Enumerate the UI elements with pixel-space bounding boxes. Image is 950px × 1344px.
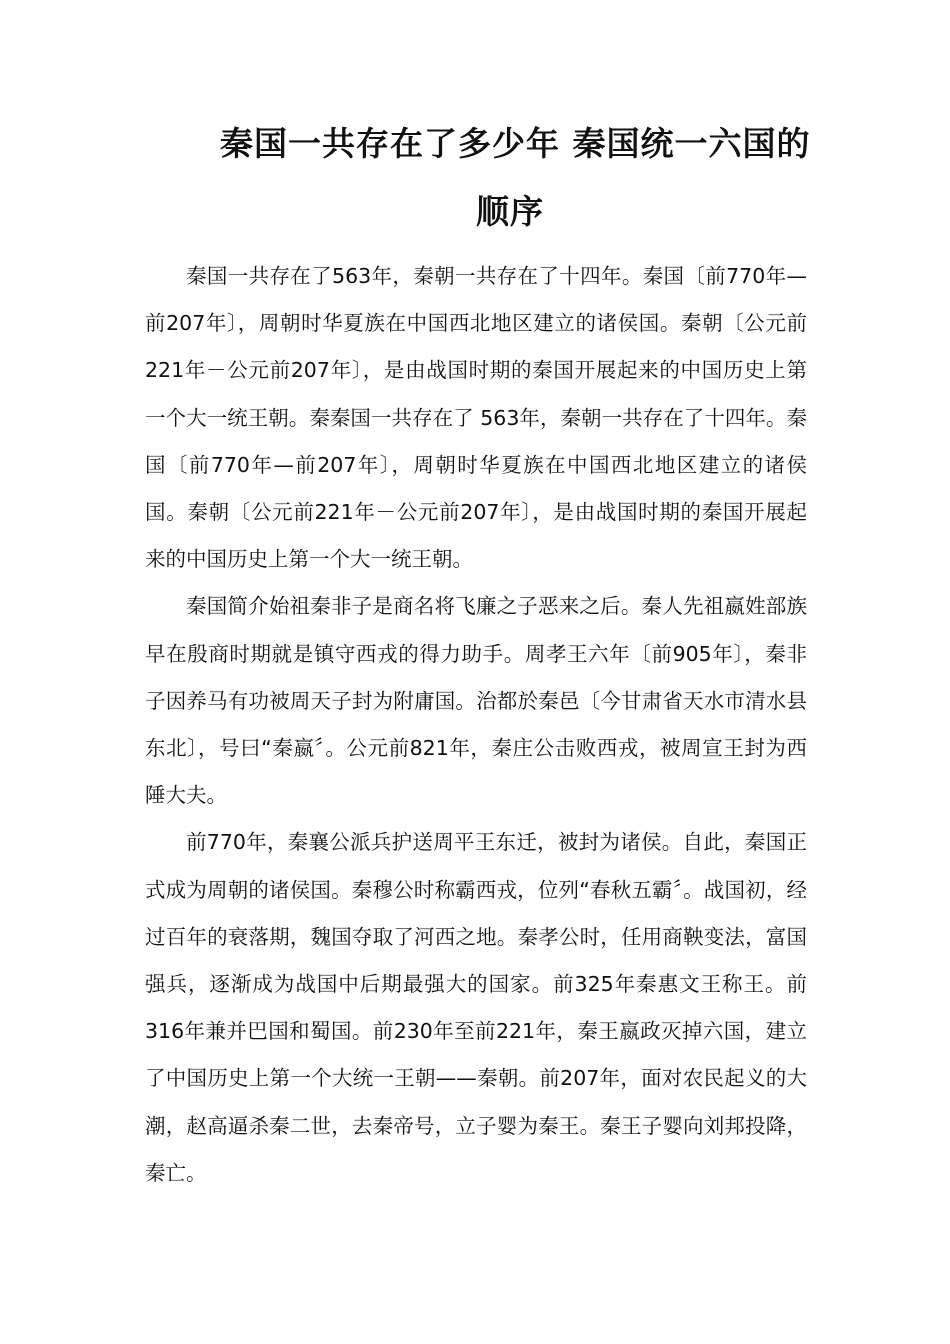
document-title-line-1: 秦国一共存在了多少年 秦国统一六国的	[220, 124, 811, 163]
paragraph-1: 秦国一共存在了563年，秦朝一共存在了十四年。秦国〔前770年—前207年〕，周朝时华夏族在中国西北地区建立的诸侯国。秦朝〔公元前221年－公元前207年〕，是由战国时期的秦国开展起来的中国历史上第一个大一统王朝。秦秦国一共存在了 563年，秦朝一共存在了十四年。秦国〔前770年—前207年〕，周朝时华夏族在中国西北地区建立的诸侯国。秦朝〔公元前221年－公元前207年〕，是由战国时期的秦国开展起来的中国历史上第一个大一统王朝。	[145, 264, 807, 572]
document-body	[145, 253, 807, 1197]
paragraph-3: 前770年，秦襄公派兵护送周平王东迁，被封为诸侯。自此，秦国正式成为周朝的诸侯国。秦穆公时称霸西戎，位列“春秋五霸〞。战国初，经过百年的衰落期，魏国夺取了河西之地。秦孝公时，任用商鞅变法，富国强兵，逐渐成为战国中后期最强大的国家。前325年秦惠文王称王。前316年兼并巴国和蜀国。前230年至前221年，秦王嬴政灭掉六国，建立了中国历史上第一个大统一王朝——秦朝。前207年，面对农民起义的大潮，赵高逼杀秦二世，去秦帝号，立子婴为秦王。秦王子婴向刘邦投降，秦亡。	[145, 830, 807, 1185]
paragraph-2: 秦国简介始祖秦非子是商名将飞廉之子恶来之后。秦人先祖嬴姓部族早在殷商时期就是镇守西戎的得力助手。周孝王六年〔前905年〕，秦非子因养马有功被周天子封为附庸国。治都於秦邑〔今甘肃省天水市清水县东北〕，号曰“秦嬴〞。公元前821年，秦庄公击败西戎，被周宣王封为西陲大夫。	[145, 594, 807, 808]
document-title-line-2: 顺序	[476, 192, 544, 231]
